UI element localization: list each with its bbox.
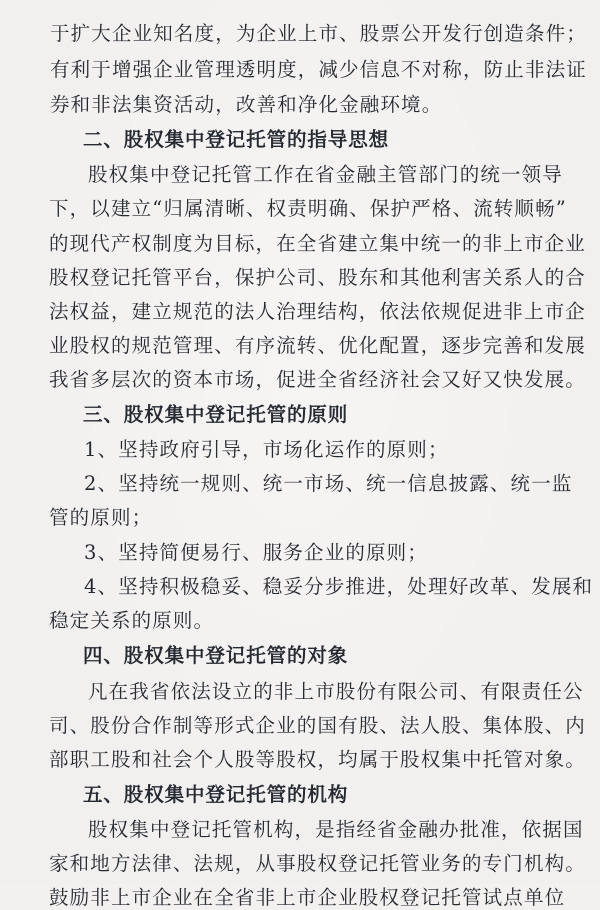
paragraph-line: 有利于增强企业管理透明度，减少信息不对称，防止非法证 (50, 58, 587, 81)
section-heading: 二、股权集中登记托管的指导思想 (83, 128, 390, 151)
paragraph-line: 股权登记托管平台，保护公司、股东和其他利害关系人的合 (49, 266, 586, 289)
paragraph-line: 业股权的规范管理、有序流转、优化配置，逐步完善和发展 (49, 334, 586, 357)
paragraph-line: 于扩大企业知名度，为企业上市、股票公开发行创造条件； (50, 22, 587, 45)
paragraph-line: 凡在我省依法设立的非上市股份有限公司、有限责任公 (88, 680, 584, 703)
list-item: 1、坚持政府引导，市场化运作的原则； (84, 438, 449, 461)
list-item-continuation: 管的原则； (49, 506, 153, 529)
section-heading: 三、股权集中登记托管的原则 (83, 403, 349, 426)
list-item-continuation: 稳定关系的原则。 (49, 609, 215, 632)
paragraph-line: 家和地方法律、法规，从事股权登记托管业务的专门机构。 (49, 852, 586, 875)
paragraph-line: 股权集中登记托管机构，是指经省金融办批准，依据国 (88, 818, 584, 841)
paragraph-line: 券和非法集资活动，改善和净化金融环境。 (50, 93, 443, 116)
paragraph-line: 法权益，建立规范的法人治理结构，依法依规促进非上市企 (49, 300, 586, 323)
section-heading: 五、股权集中登记托管的机构 (83, 783, 349, 806)
list-item: 3、坚持简便易行、服务企业的原则； (84, 541, 428, 564)
paragraph-line: 部职工股和社会个人股等股权，均属于股权集中托管对象。 (49, 748, 586, 771)
paragraph-line: 司、股份合作制等形式企业的国有股、法人股、集体股、内 (49, 714, 586, 737)
paragraph-line: 股权集中登记托管工作在省金融主管部门的统一领导 (88, 163, 563, 186)
list-item: 2、坚持统一规则、统一市场、统一信息披露、统一监 (84, 472, 573, 495)
paragraph-line: 我省多层次的资本市场，促进全省经济社会又好又快发展。 (49, 368, 586, 391)
paragraph-line: 的现代产权制度为目标，在全省建立集中统一的非上市企业 (49, 232, 586, 255)
section-heading: 四、股权集中登记托管的对象 (83, 644, 349, 667)
paragraph-line: 下，以建立“归属清晰、权责明确、保护严格、流转顺畅” (49, 197, 567, 220)
list-item: 4、坚持积极稳妥、稳妥分步推进，处理好改革、发展和 (84, 575, 594, 598)
paragraph-line: 鼓励非上市企业在全省非上市企业股权登记托管试点单位 (49, 886, 566, 909)
